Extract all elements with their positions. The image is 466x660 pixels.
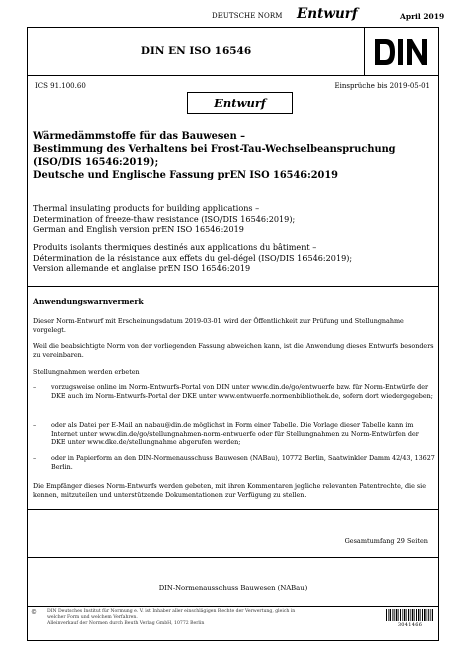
title-german-line: (ISO/DIS 16546:2019); xyxy=(33,157,159,168)
draft-stamp-box: Entwurf xyxy=(187,92,293,114)
copyright-line: DIN Deutsches Institut für Normung e. V. ist Inhaber aller einschlägigen Rechte der Verwertung, gleich in xyxy=(47,609,296,614)
title-german xyxy=(33,130,433,182)
copyright-text xyxy=(47,609,307,627)
list-item-text: vorzugsweise online im Norm-Entwurfs-Portal von DIN unter www.din.de/go/entwuerfe bzw. für Norm-Entwürfe der DKE auch im Norm-Entwurfs-Portal der DKE unter www.entwuerfe.normenbibliothek.de, sofern dort wiedergegeben; xyxy=(51,383,433,400)
title-french xyxy=(33,242,438,274)
notice-separator xyxy=(28,286,438,287)
list-item xyxy=(33,383,435,400)
list-dash: – xyxy=(33,421,37,429)
title-german-line: Deutsche und Englische Fassung prEN ISO 16546:2019 xyxy=(33,170,338,181)
copyright-line: welcher Form und welchem Verfahren. xyxy=(47,615,138,621)
list-item-text: oder in Papierform an den DIN-Normenausschuss Bauwesen (NABau), 10772 Berlin, Saatwinkler Damm 42/43, 13627 Berlin. xyxy=(51,454,435,471)
ics-code: ICS 91.100.60 xyxy=(35,82,86,90)
status-heading: Entwurf xyxy=(297,6,358,22)
header-separator xyxy=(28,75,438,76)
title-english xyxy=(33,203,433,235)
document-number: DIN EN ISO 16546 xyxy=(140,45,252,57)
notice-paragraph: Dieser Norm-Entwurf mit Erscheinungsdatum 2019-03-01 wird der Öffentlichkeit zur Prüfung und Stellungnahme vorgelegt. xyxy=(33,317,404,334)
copyright-separator xyxy=(28,606,438,607)
copyright-line: Alleinverkauf der Normen durch Beuth Verlag GmbH, 10772 Berlin xyxy=(47,621,205,627)
notice-heading: Anwendungswarnvermerk xyxy=(33,297,144,306)
notice-end-separator xyxy=(28,509,438,510)
list-item-text: oder als Datei per E-Mail an nabau@din.de möglichst in Form einer Tabelle. Die Vorlage dieser Tabelle kann im Internet unter www.din.de/go/stellungnahmen-norm-entwuerfe oder für Stellungnahmen zu Norm-Entwürfen der DKE unter www.dke.de/stellungnahme abgerufen werden; xyxy=(51,421,419,447)
list-dash: – xyxy=(33,383,37,391)
notice-paragraph: Stellungnahmen werden erbeten xyxy=(33,368,140,376)
notice-paragraph: Die Empfänger dieses Norm-Entwurfs werden gebeten, mit ihren Kommentaren jegliche relevanten Patentrechte, die sie kennen, mitzuteilen und unterstützende Dokumentationen zur Verfügung zu stellen. xyxy=(33,482,426,499)
issue-date: April 2019 xyxy=(400,12,445,21)
list-item xyxy=(33,421,435,447)
publisher-separator xyxy=(28,557,438,558)
title-french-line: Produits isolants thermiques destinés aux applications du bâtiment – xyxy=(33,242,317,252)
total-pages: Gesamtumfang 29 Seiten xyxy=(344,537,428,545)
document-frame xyxy=(27,27,439,641)
title-french-line: Détermination de la résistance aux effets du gel-dégel (ISO/DIS 16546:2019); xyxy=(33,252,353,263)
list-item xyxy=(33,454,435,471)
header-divider-vertical xyxy=(364,28,365,75)
title-german-line: Wärmedämmstoffe für das Bauwesen – xyxy=(33,131,246,142)
comment-deadline: Einsprüche bis 2019-05-01 xyxy=(334,82,430,90)
title-german-line: Bestimmung des Verhaltens bei Frost-Tau-Wechselbeanspruchung xyxy=(33,144,396,155)
title-english-line: German and English version prEN ISO 16546:2019 xyxy=(33,224,244,234)
title-english-line: Thermal insulating products for building applications – xyxy=(33,203,260,213)
copyright-symbol: © xyxy=(31,609,37,616)
din-logo xyxy=(373,37,429,67)
title-french-line: Version allemande et anglaise prEN ISO 16546:2019 xyxy=(33,263,251,273)
list-dash: – xyxy=(33,454,37,462)
notice-paragraph: Weil die beabsichtigte Norm von der vorliegenden Fassung abweichen kann, ist die Anwendung dieses Entwurfs besonders zu vereinbaren. xyxy=(33,342,434,359)
barcode-icon xyxy=(386,609,433,621)
norm-label: DEUTSCHE NORM xyxy=(212,12,283,20)
title-english-line: Determination of freeze-thaw resistance (ISO/DIS 16546:2019); xyxy=(33,213,296,224)
barcode-number: 3041466 xyxy=(397,622,423,628)
publisher-name: DIN-Normenausschuss Bauwesen (NABau) xyxy=(158,584,308,592)
